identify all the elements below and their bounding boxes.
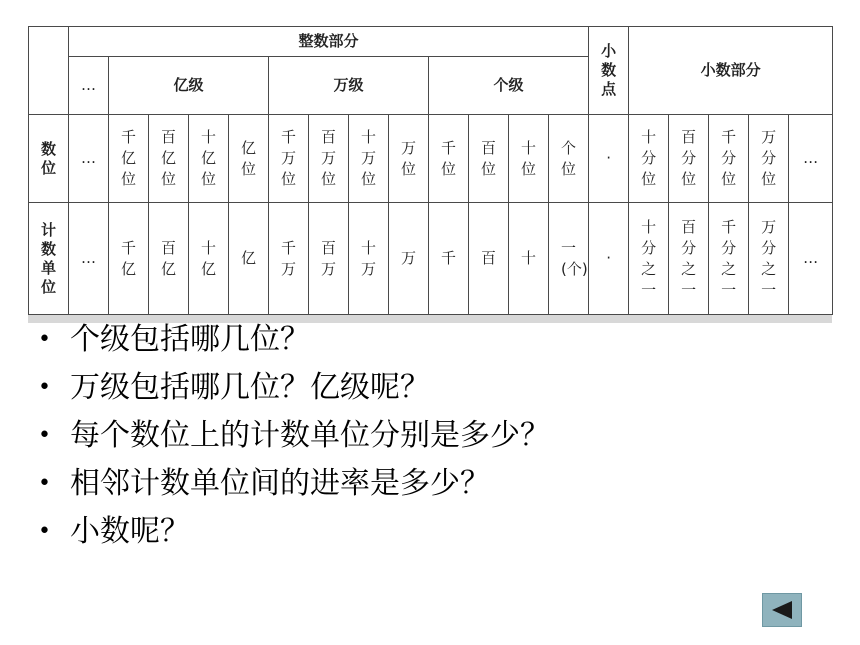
- list-item: • 小数呢？: [38, 508, 550, 556]
- place-cell: 百万位: [309, 115, 349, 203]
- place-cell: 千万位: [269, 115, 309, 203]
- bullet: •: [38, 471, 51, 496]
- back-button[interactable]: [762, 593, 802, 627]
- decimal-part-header: 小数部分: [629, 27, 833, 115]
- unit-cell: 十亿: [189, 203, 229, 315]
- unit-cell: 十分之一: [629, 203, 669, 315]
- integer-part-header: 整数部分: [69, 27, 589, 57]
- place-cell: 千亿位: [109, 115, 149, 203]
- class-yi: 亿级: [109, 57, 269, 115]
- corner-cell: [29, 27, 69, 115]
- unit-cell: 百分之一: [669, 203, 709, 315]
- row-label-unit: 计数单位: [29, 203, 69, 315]
- place-cell: 万分位: [749, 115, 789, 203]
- unit-cell: ·: [589, 203, 629, 315]
- list-item: • 相邻计数单位间的进率是多少？: [38, 460, 550, 508]
- list-item: • 每个数位上的计数单位分别是多少？: [38, 412, 550, 460]
- bullet: •: [38, 423, 51, 448]
- class-ge: 个级: [429, 57, 589, 115]
- question-list: [38, 316, 550, 556]
- decimal-point-header: 小数点: [589, 27, 629, 115]
- bullet: •: [38, 375, 51, 400]
- unit-cell: 万分之一: [749, 203, 789, 315]
- place-cell: …: [69, 115, 109, 203]
- place-value-table: [28, 26, 832, 315]
- place-cell: 亿位: [229, 115, 269, 203]
- bullet: •: [38, 327, 51, 352]
- unit-cell: …: [789, 203, 833, 315]
- place-cell: 千位: [429, 115, 469, 203]
- place-cell: 十分位: [629, 115, 669, 203]
- unit-cell: 千: [429, 203, 469, 315]
- list-item: • 万级包括哪几位？亿级呢？: [38, 364, 550, 412]
- unit-cell: …: [69, 203, 109, 315]
- place-cell: 百分位: [669, 115, 709, 203]
- class-wan: 万级: [269, 57, 429, 115]
- place-cell: 十万位: [349, 115, 389, 203]
- unit-cell: 千万: [269, 203, 309, 315]
- bullet: •: [38, 519, 51, 544]
- unit-cell: 十万: [349, 203, 389, 315]
- place-cell: ·: [589, 115, 629, 203]
- place-cell: 十位: [509, 115, 549, 203]
- place-cell: 千分位: [709, 115, 749, 203]
- unit-cell: 百万: [309, 203, 349, 315]
- class-ellipsis: …: [69, 57, 109, 115]
- unit-cell: 一(个): [549, 203, 589, 315]
- unit-cell: 十: [509, 203, 549, 315]
- place-cell: 个位: [549, 115, 589, 203]
- unit-cell: 万: [389, 203, 429, 315]
- place-cell: …: [789, 115, 833, 203]
- row-label-place: 数位: [29, 115, 69, 203]
- triangle-left-icon: [770, 600, 794, 620]
- unit-cell: 百: [469, 203, 509, 315]
- place-cell: 百位: [469, 115, 509, 203]
- list-item: • 个级包括哪几位？: [38, 316, 550, 364]
- place-cell: 万位: [389, 115, 429, 203]
- unit-cell: 千分之一: [709, 203, 749, 315]
- unit-cell: 百亿: [149, 203, 189, 315]
- unit-cell: 亿: [229, 203, 269, 315]
- place-cell: 十亿位: [189, 115, 229, 203]
- place-cell: 百亿位: [149, 115, 189, 203]
- unit-cell: 千亿: [109, 203, 149, 315]
